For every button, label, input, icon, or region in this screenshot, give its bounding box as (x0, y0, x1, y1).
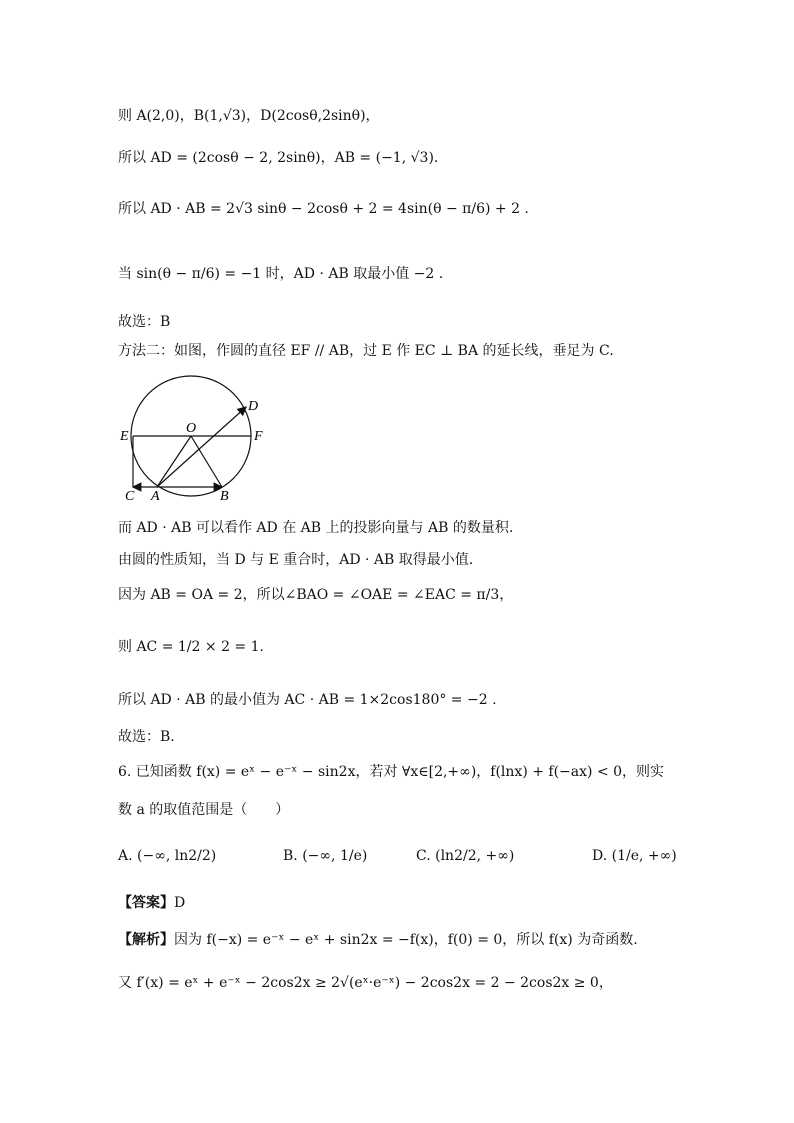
question-6-line-1: 6. 已知函数 f(x) = eˣ − e⁻ˣ − sin2x，若对 ∀x∈[2,+∞)，f(lnx) + f(−ax) < 0，则实 (118, 764, 665, 780)
label-o: O (186, 421, 197, 436)
line-2: 所以 AD = (2cosθ − 2, 2sinθ)，AB = (−1, √3). (118, 150, 439, 166)
line-4: 当 sin(θ − π/6) = −1 时，AD · AB 取最小值 −2 . (118, 266, 444, 282)
analysis-line-1 (118, 930, 754, 950)
answer-tag: 【答案】 (118, 895, 174, 911)
line-5: 故选：B (118, 314, 171, 330)
line-6: 方法二：如图，作圆的直径 EF // AB，过 E 作 EC ⊥ BA 的延长线，垂足为 C. (118, 343, 614, 359)
option-d: D. (1/e, +∞) (592, 848, 677, 864)
option-c: C. (ln2/2, +∞) (416, 848, 515, 864)
line-1: 则 A(2,0)，B(1,√3)，D(2cosθ,2sinθ)， (118, 108, 380, 124)
question-6-line-2: 数 a 的取值范围是（ ） (118, 802, 290, 818)
line-11: 所以 AD · AB 的最小值为 AC · AB = 1×2cos180° = −2 . (118, 692, 497, 708)
label-e: E (120, 429, 129, 444)
option-b: B. (−∞, 1/e) (283, 848, 368, 864)
label-c: C (125, 489, 135, 504)
answer-value: D (174, 895, 186, 911)
label-f: F (254, 429, 263, 444)
line-8: 由圆的性质知，当 D 与 E 重合时，AD · AB 取得最小值. (118, 552, 474, 568)
label-d: D (248, 399, 259, 414)
option-a: A. (−∞, ln2/2) (118, 848, 217, 864)
segment-ob (191, 436, 222, 487)
analysis-text-1: 因为 f(−x) = e⁻ˣ − eˣ + sin2x = −f(x)，f(0) = 0，所以 f(x) 为奇函数. (174, 932, 638, 948)
answer-line (118, 893, 754, 913)
line-7: 而 AD · AB 可以看作 AD 在 AB 上的投影向量与 AB 的数量积. (118, 520, 514, 536)
label-b: B (220, 489, 229, 504)
line-3: 所以 AD · AB = 2√3 sinθ − 2cosθ + 2 = 4sin(θ − π/6) + 2 . (118, 201, 529, 217)
vector-ad (157, 407, 246, 487)
analysis-line-2: 又 f′(x) = eˣ + e⁻ˣ − 2cos2x ≥ 2√(eˣ·e⁻ˣ) − 2cos2x = 2 − 2cos2x ≥ 0， (118, 975, 613, 991)
line-12: 故选：B. (118, 729, 175, 745)
analysis-tag: 【解析】 (118, 932, 174, 948)
line-10: 则 AC = 1/2 × 2 = 1. (118, 639, 264, 655)
line-9: 因为 AB = OA = 2，所以∠BAO = ∠OAE = ∠EAC = π/3， (118, 587, 514, 603)
label-a: A (151, 489, 160, 504)
circle-figure (112, 368, 282, 508)
